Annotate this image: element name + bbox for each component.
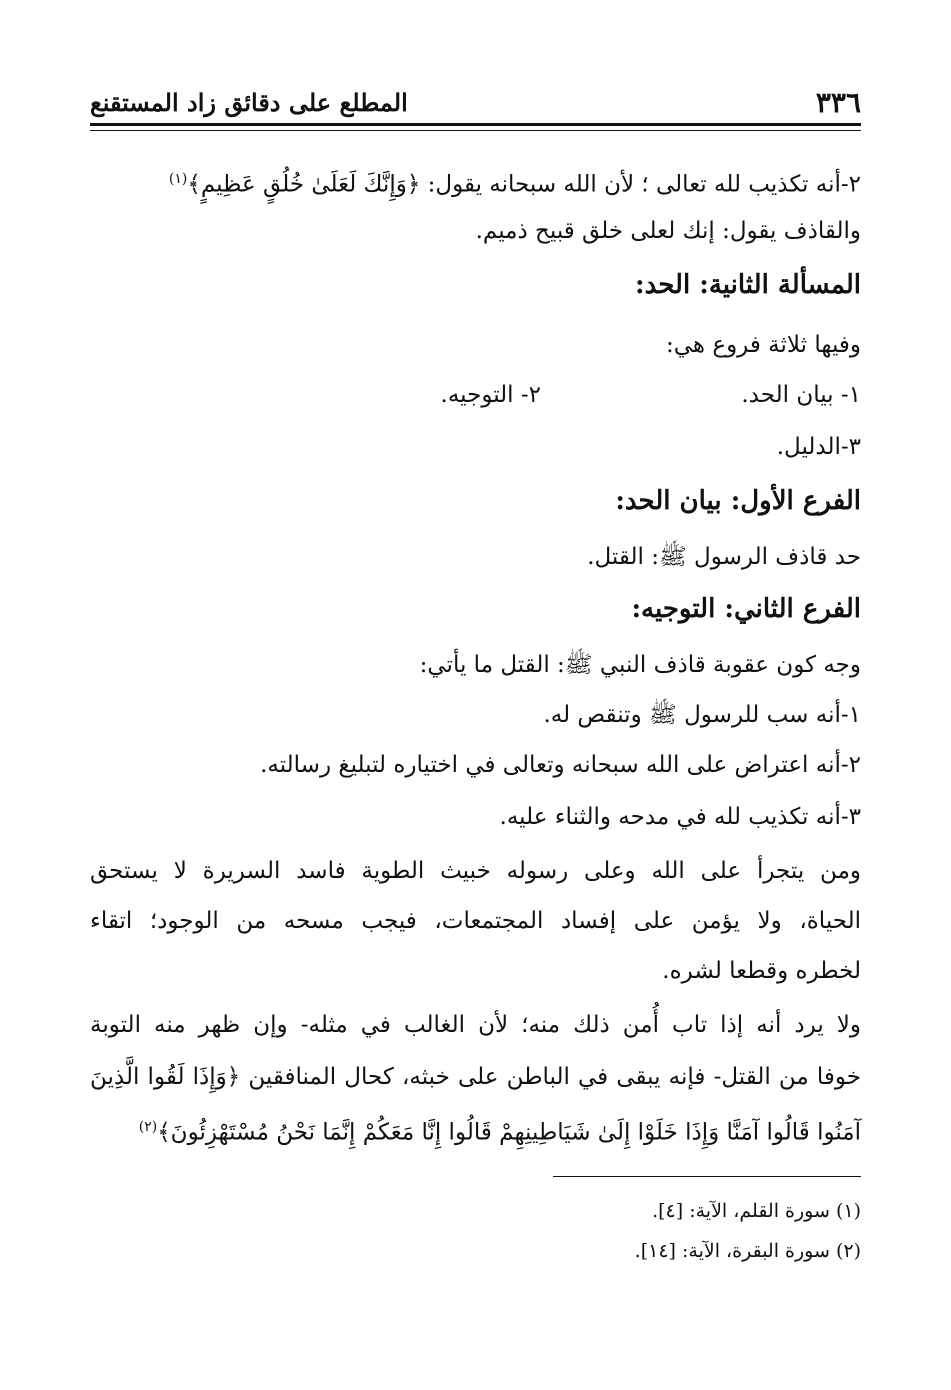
text-line: الحياة، ولا يؤمن على إفساد المجتمعات، فيجب مسحه من الوجود؛ اتقاء (90, 908, 861, 934)
running-title: المطلع على دقائق زاد المستقنع (90, 88, 408, 117)
list-item: ١-أنه سب للرسول ﷺ وتنقص له. (543, 702, 861, 728)
text-line: حد قاذف الرسول ﷺ: القتل. (587, 544, 861, 570)
footnote-ref: (٢) (138, 1119, 158, 1135)
text-line: ومن يتجرأ على الله وعلى رسوله خبيث الطوية فاسد السريرة لا يستحق (90, 858, 861, 884)
subsection-heading: الفرع الثاني: التوجيه: (631, 594, 861, 624)
footnote-ref: (١) (168, 171, 188, 187)
footnote: (١) سورة القلم، الآية: [٤]. (652, 1200, 861, 1222)
list-item: ١- بيان الحد. (741, 382, 861, 408)
text-line: ولا يرد أنه إذا تاب أُمن ذلك منه؛ لأن الغالب في مثله- وإن ظهر منه التوبة (90, 1012, 861, 1038)
list-item: ٣-الدليل. (776, 434, 861, 460)
text-line: وجه كون عقوبة قاذف النبي ﷺ: القتل ما يأتي: (419, 652, 861, 678)
text-line: لخطره وقطعا لشره. (662, 958, 861, 984)
list-item: ٢-أنه اعتراض على الله سبحانه وتعالى في اختياره لتبليغ رسالته. (260, 752, 861, 778)
text-line: والقاذف يقول: إنك لعلى خلق قبيح ذميم. (475, 218, 861, 244)
list-item: ٣-أنه تكذيب لله في مدحه والثناء عليه. (499, 804, 861, 830)
header-rule-thin (90, 130, 861, 131)
footnote: (٢) سورة البقرة، الآية: [١٤]. (634, 1240, 861, 1262)
text-line: وفيها ثلاثة فروع هي: (665, 332, 861, 358)
text-line: ٢-أنه تكذيب لله تعالى ؛ لأن الله سبحانه يقول: ﴿وَإِنَّكَ لَعَلَىٰ خُلُقٍ عَظِيمٍ﴾$^{(١)}$ (168, 171, 861, 198)
footnote-separator (553, 1176, 861, 1177)
page-number: ٣٣٦ (815, 86, 861, 119)
section-heading: المسألة الثانية: الحد: (635, 270, 861, 300)
page-header (90, 86, 861, 122)
header-rule (90, 123, 861, 126)
text-line: آمَنُوا قَالُوا آمَنَّا وَإِذَا خَلَوْا إِلَىٰ شَيَاطِينِهِمْ قَالُوا إِنَّا مَعَكُمْ إِنَّمَا نَحْنُ مُسْتَهْزِئُونَ﴾$^{(٢)}$ (138, 1119, 861, 1146)
list-item: ٢- التوجيه. (440, 382, 541, 408)
text-line: خوفا من القتل- فإنه يبقى في الباطن على خبثه، كحال المنافقين ﴿وَإِذَا لَقُوا الَّذِينَ (90, 1064, 861, 1090)
subsection-heading: الفرع الأول: بيان الحد: (615, 486, 861, 516)
